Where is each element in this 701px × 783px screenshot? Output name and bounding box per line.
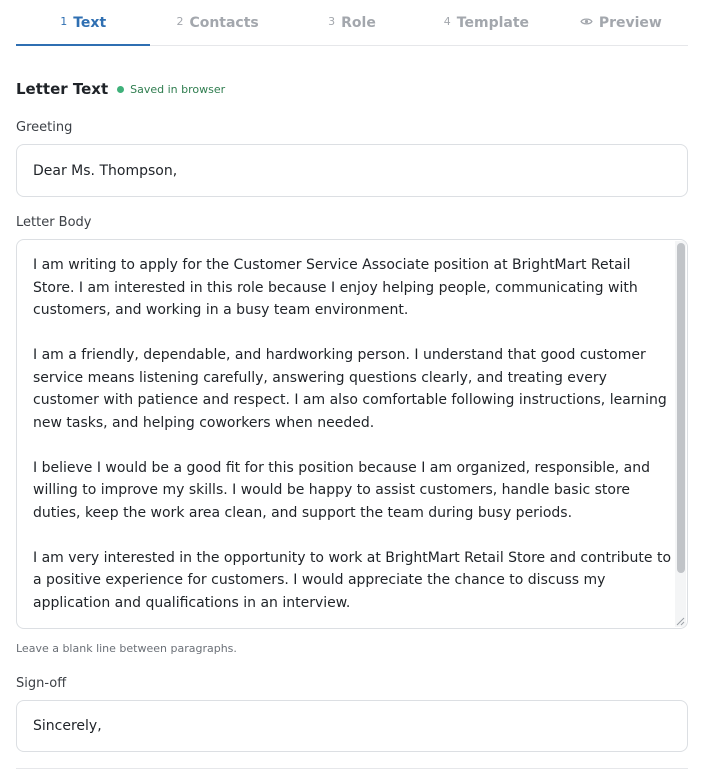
tab-template[interactable] (419, 0, 553, 45)
section-header (16, 80, 225, 98)
tab-number: 2 (176, 15, 184, 28)
letter-body-hint: Leave a blank line between paragraphs. (16, 642, 237, 655)
tab-role[interactable] (285, 0, 419, 45)
resize-handle-icon[interactable] (676, 617, 685, 626)
tab-label: Role (341, 14, 376, 31)
letter-paragraph: I am writing to apply for the Customer Service Associate position at BrightMart Retail Store. I am interested in this role because I enjoy helping people, communicating with customers, and working in a busy team environment. (33, 257, 638, 318)
tab-label: Preview (598, 14, 662, 31)
tab-label: Contacts (189, 14, 259, 31)
tab-contacts[interactable] (150, 0, 284, 45)
tab-number: 1 (60, 15, 68, 28)
status-dot-icon (117, 86, 124, 93)
step-tabs (16, 0, 688, 46)
divider (16, 768, 688, 769)
greeting-label: Greeting (16, 120, 73, 135)
tab-preview[interactable] (554, 0, 688, 45)
tab-text[interactable] (16, 0, 150, 45)
letter-paragraph: I am a friendly, dependable, and hardworking person. I understand that good customer service means listening carefully, answering questions clearly, and treating every customer with patience and respect. I am also comfortable following instructions, learning new tasks, and helping coworkers when needed. (33, 347, 667, 431)
letter-body-textarea[interactable] (16, 239, 688, 629)
letter-paragraph: I am very interested in the opportunity to work at BrightMart Retail Store and contribute to a positive experience for customers. I would appreciate the chance to discuss my application and qualifications in an interview. (33, 549, 672, 611)
tab-number: 3 (328, 15, 336, 28)
tab-label: Template (456, 14, 530, 31)
saved-status (117, 83, 225, 96)
tab-label: Text (73, 14, 107, 31)
tab-number: 4 (443, 15, 451, 28)
saved-status-text: Saved in browser (130, 82, 226, 96)
greeting-input[interactable] (16, 144, 688, 197)
signoff-value: Sincerely, (33, 718, 102, 734)
section-title: Letter Text (16, 80, 109, 98)
letter-body-label: Letter Body (16, 215, 92, 230)
signoff-input[interactable] (16, 700, 688, 752)
signoff-label: Sign-off (16, 676, 67, 691)
letter-body-content (33, 254, 673, 629)
eye-icon (580, 17, 593, 26)
scrollbar-thumb[interactable] (677, 243, 685, 573)
greeting-value: Dear Ms. Thompson, (33, 162, 178, 179)
letter-paragraph: I believe I would be a good fit for this position because I am organized, responsible, and willing to improve my skills. I would be happy to assist customers, handle basic store duties, keep the work area clean, and support the team during busy periods. (33, 459, 651, 521)
